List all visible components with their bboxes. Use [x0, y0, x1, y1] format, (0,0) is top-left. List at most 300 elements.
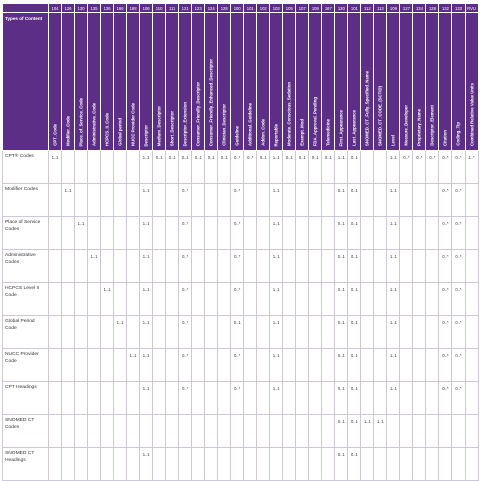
cardinality-cell [127, 316, 140, 349]
cardinality-cell [296, 184, 309, 217]
cardinality-cell [309, 184, 322, 217]
column-header [231, 13, 244, 151]
cardinality-cell [413, 283, 426, 316]
cardinality-cell [309, 250, 322, 283]
cardinality-cell [114, 217, 127, 250]
cardinality-cell [322, 184, 335, 217]
cardinality-cell: 1..1 [75, 217, 88, 250]
cardinality-cell [218, 283, 231, 316]
cardinality-cell [62, 217, 75, 250]
cardinality-cell: 0..1 [335, 217, 348, 250]
column-header [309, 13, 322, 151]
cardinality-cell [75, 382, 88, 415]
cardinality-cell [426, 448, 439, 481]
cardinality-cell [101, 316, 114, 349]
column-header-label: Medium_Descriptor [156, 105, 162, 146]
cardinality-cell [153, 415, 166, 448]
content-matrix [2, 3, 479, 481]
cardinality-cell [413, 184, 426, 217]
cardinality-cell: 0..* [179, 382, 192, 415]
cardinality-cell [283, 382, 296, 415]
cardinality-cell [127, 283, 140, 316]
cardinality-cell [465, 184, 478, 217]
cardinality-cell [270, 448, 283, 481]
column-number: 133 [452, 4, 465, 13]
cardinality-cell [413, 316, 426, 349]
column-number: 166 [114, 4, 127, 13]
cardinality-cell: 1..1 [140, 250, 153, 283]
cardinality-cell: 1..1 [335, 151, 348, 184]
column-header [439, 13, 452, 151]
cardinality-cell [452, 415, 465, 448]
column-header-label: FDA_Approval_Pending [312, 96, 318, 146]
column-header [283, 13, 296, 151]
cardinality-cell [179, 415, 192, 448]
cardinality-cell: 0..* [231, 217, 244, 250]
column-number: 132 [439, 4, 452, 13]
cardinality-cell [49, 415, 62, 448]
cardinality-cell [361, 316, 374, 349]
cardinality-cell [62, 250, 75, 283]
cardinality-cell [49, 349, 62, 382]
cardinality-cell [413, 448, 426, 481]
cardinality-cell [244, 184, 257, 217]
cardinality-cell: 1..1 [140, 184, 153, 217]
column-number: 102 [257, 4, 270, 13]
column-header-label: Descriptor [143, 124, 149, 146]
cardinality-cell [465, 283, 478, 316]
cardinality-cell [426, 283, 439, 316]
cardinality-cell: 1..* [465, 151, 478, 184]
row-label: Place of Service Codes [3, 217, 49, 250]
column-number: 134 [413, 4, 426, 13]
cardinality-cell: 0..1 [309, 151, 322, 184]
cardinality-cell [88, 283, 101, 316]
cardinality-cell [75, 250, 88, 283]
cardinality-cell: 0..1 [335, 316, 348, 349]
column-header [166, 13, 179, 151]
cardinality-cell: 1..1 [270, 382, 283, 415]
cardinality-cell [153, 217, 166, 250]
cardinality-cell: 1..1 [140, 349, 153, 382]
column-header [361, 13, 374, 151]
cardinality-cell: 0..* [452, 382, 465, 415]
column-header-label: Administrative_Code [91, 103, 97, 146]
cardinality-cell: 0..* [439, 184, 452, 217]
table-row [3, 184, 479, 217]
cardinality-cell [205, 316, 218, 349]
column-number: 101 [348, 4, 361, 13]
cardinality-cell [322, 349, 335, 382]
cardinality-cell: 1..1 [62, 184, 75, 217]
cardinality-cell: 1..1 [140, 151, 153, 184]
column-number: 104 [49, 4, 62, 13]
cardinality-cell [309, 217, 322, 250]
row-label: CPT® Codes [3, 151, 49, 184]
column-header [153, 13, 166, 151]
column-header [75, 13, 88, 151]
cardinality-cell [166, 283, 179, 316]
cardinality-cell: 1..1 [127, 349, 140, 382]
cardinality-cell: 1..1 [387, 349, 400, 382]
cardinality-cell [283, 415, 296, 448]
cardinality-cell [205, 415, 218, 448]
cardinality-cell [283, 316, 296, 349]
content-types-table [2, 3, 479, 481]
cardinality-cell [192, 349, 205, 382]
cardinality-cell: 0..1 [179, 151, 192, 184]
cardinality-cell: 1..1 [140, 217, 153, 250]
cardinality-cell [309, 316, 322, 349]
cardinality-cell [88, 217, 101, 250]
cardinality-cell [322, 316, 335, 349]
cardinality-cell [114, 382, 127, 415]
cardinality-cell [166, 217, 179, 250]
cardinality-cell [62, 415, 75, 448]
column-header [218, 13, 231, 151]
column-header-label: First_Appearance [338, 109, 344, 146]
cardinality-cell: 0..* [179, 250, 192, 283]
cardinality-cell [101, 349, 114, 382]
table-row [3, 349, 479, 382]
cardinality-cell [127, 382, 140, 415]
column-number: 128 [218, 4, 231, 13]
cardinality-cell [75, 283, 88, 316]
column-number: 126 [62, 4, 75, 13]
cardinality-cell [62, 151, 75, 184]
column-header-label: Level [390, 135, 396, 146]
cardinality-cell [218, 250, 231, 283]
cardinality-cell [127, 151, 140, 184]
column-number: 135 [88, 4, 101, 13]
cardinality-cell [205, 283, 218, 316]
cardinality-cell [244, 217, 257, 250]
row-label: SNOMED CT Headings [3, 448, 49, 481]
cardinality-cell [400, 217, 413, 250]
cardinality-cell [439, 415, 452, 448]
column-header-label: Additional_Guideline [247, 103, 253, 146]
cardinality-cell [75, 316, 88, 349]
cardinality-cell [49, 283, 62, 316]
cardinality-cell [283, 250, 296, 283]
cardinality-cell [257, 382, 270, 415]
cardinality-cell: 0..* [439, 151, 452, 184]
cardinality-cell [75, 448, 88, 481]
cardinality-cell [452, 448, 465, 481]
column-header-label: Clinician_Descriptor [221, 104, 227, 146]
cardinality-cell [361, 382, 374, 415]
cardinality-cell [75, 415, 88, 448]
cardinality-cell [192, 415, 205, 448]
column-number: 128 [426, 4, 439, 13]
cardinality-cell: 1..1 [140, 448, 153, 481]
cardinality-cell: 1..1 [140, 283, 153, 316]
column-header [192, 13, 205, 151]
cardinality-cell [218, 184, 231, 217]
cardinality-cell [179, 448, 192, 481]
cardinality-cell: 0..* [413, 151, 426, 184]
table-row [3, 316, 479, 349]
cardinality-cell [192, 283, 205, 316]
column-header [374, 13, 387, 151]
cardinality-cell: 0..* [439, 349, 452, 382]
column-header [127, 13, 140, 151]
column-header-label: NUCC Provider Code [130, 103, 136, 146]
cardinality-cell: 0..* [244, 151, 257, 184]
cardinality-cell [413, 415, 426, 448]
cardinality-cell [426, 316, 439, 349]
cardinality-cell [296, 217, 309, 250]
column-number: 110 [153, 4, 166, 13]
cardinality-cell [361, 448, 374, 481]
cardinality-cell [114, 349, 127, 382]
cardinality-cell: 0..* [452, 184, 465, 217]
column-header-label: Consumer_Friendly_Descriptor [195, 81, 201, 146]
column-header [49, 13, 62, 151]
cardinality-cell: 0..* [439, 250, 452, 283]
column-number: 130 [75, 4, 88, 13]
column-header [426, 13, 439, 151]
cardinality-cell [205, 349, 218, 382]
cardinality-cell: 1..1 [387, 184, 400, 217]
row-label: HCPCS Level II Code [3, 283, 49, 316]
cardinality-cell: 0..* [231, 283, 244, 316]
cardinality-cell [231, 448, 244, 481]
column-number: 112 [361, 4, 374, 13]
column-number: 107 [296, 4, 309, 13]
cardinality-cell [49, 316, 62, 349]
cardinality-cell: 1..1 [387, 151, 400, 184]
cardinality-cell [361, 184, 374, 217]
row-label: Administrative Codes [3, 250, 49, 283]
column-header-label: CPT_Code [52, 124, 58, 146]
cardinality-cell: 0..1 [296, 151, 309, 184]
cardinality-cell [283, 283, 296, 316]
cardinality-cell [205, 217, 218, 250]
cardinality-cell [205, 250, 218, 283]
cardinality-cell [114, 184, 127, 217]
cardinality-cell [374, 250, 387, 283]
cardinality-cell [400, 415, 413, 448]
cardinality-cell [49, 448, 62, 481]
cardinality-cell: 1..1 [387, 250, 400, 283]
cardinality-cell [88, 349, 101, 382]
column-header [270, 13, 283, 151]
column-number: 106 [140, 4, 153, 13]
cardinality-cell [465, 415, 478, 448]
cardinality-cell [413, 217, 426, 250]
cardinality-cell: 0..1 [348, 184, 361, 217]
column-number: 136 [101, 4, 114, 13]
cardinality-cell [192, 217, 205, 250]
cardinality-cell [114, 448, 127, 481]
cardinality-cell [322, 448, 335, 481]
cardinality-cell [465, 382, 478, 415]
cardinality-cell: 0..1 [335, 349, 348, 382]
cardinality-cell [322, 283, 335, 316]
column-header [413, 13, 426, 151]
cardinality-cell [114, 151, 127, 184]
cardinality-cell [62, 382, 75, 415]
cardinality-cell [244, 448, 257, 481]
column-number: 123 [192, 4, 205, 13]
cardinality-cell [231, 415, 244, 448]
column-header [179, 13, 192, 151]
cardinality-cell: 0..1 [192, 151, 205, 184]
corner-cell [3, 4, 49, 13]
cardinality-cell [244, 250, 257, 283]
cardinality-cell [322, 217, 335, 250]
cardinality-cell [296, 448, 309, 481]
table-row [3, 448, 479, 481]
cardinality-cell [127, 250, 140, 283]
column-header-label: Moderate_Conscious_Sedation [286, 82, 292, 146]
cardinality-cell [465, 349, 478, 382]
cardinality-cell: 0..* [179, 283, 192, 316]
cardinality-cell [153, 184, 166, 217]
cardinality-cell [465, 316, 478, 349]
cardinality-cell [166, 382, 179, 415]
cardinality-cell [400, 382, 413, 415]
cardinality-cell [244, 415, 257, 448]
column-number: 120 [335, 4, 348, 13]
table-row [3, 250, 479, 283]
cardinality-cell: 0..* [439, 217, 452, 250]
cardinality-cell [413, 349, 426, 382]
column-header [296, 13, 309, 151]
cardinality-cell [192, 316, 205, 349]
cardinality-cell [270, 415, 283, 448]
cardinality-cell [153, 283, 166, 316]
cardinality-cell [257, 217, 270, 250]
cardinality-cell: 1..1 [88, 250, 101, 283]
cardinality-cell [322, 415, 335, 448]
cardinality-cell [426, 184, 439, 217]
cardinality-cell [101, 217, 114, 250]
column-number: 103 [270, 4, 283, 13]
cardinality-cell [426, 349, 439, 382]
cardinality-cell: 0..1 [348, 448, 361, 481]
cardinality-cell [166, 448, 179, 481]
cardinality-cell: 1..1 [270, 316, 283, 349]
cardinality-cell: 0..* [452, 283, 465, 316]
cardinality-cell [244, 316, 257, 349]
cardinality-cell [322, 250, 335, 283]
column-header-label: Short_Descriptor [169, 110, 175, 146]
column-header-label: Exempt_Mod [299, 119, 305, 146]
column-header [62, 13, 75, 151]
cardinality-cell [374, 382, 387, 415]
cardinality-cell [192, 448, 205, 481]
column-header [244, 13, 257, 151]
cardinality-cell [49, 184, 62, 217]
cardinality-cell [114, 415, 127, 448]
cardinality-cell [257, 250, 270, 283]
cardinality-cell [101, 382, 114, 415]
cardinality-cell [387, 415, 400, 448]
cardinality-cell [465, 250, 478, 283]
cardinality-cell [62, 448, 75, 481]
cardinality-cell: 0..* [439, 316, 452, 349]
cardinality-cell [153, 250, 166, 283]
cardinality-cell: 1..1 [114, 316, 127, 349]
cardinality-cell [88, 184, 101, 217]
cardinality-cell [361, 349, 374, 382]
cardinality-cell [244, 283, 257, 316]
types-of-content-label: Types of Content [3, 13, 49, 151]
cardinality-cell [361, 217, 374, 250]
cardinality-cell [244, 349, 257, 382]
cardinality-cell [127, 448, 140, 481]
cardinality-cell [101, 184, 114, 217]
cardinality-cell [205, 184, 218, 217]
column-header-label: Coding_Tip [455, 122, 461, 146]
cardinality-cell [153, 349, 166, 382]
cardinality-cell [205, 382, 218, 415]
cardinality-cell [400, 349, 413, 382]
cardinality-cell [374, 151, 387, 184]
cardinality-cell [62, 283, 75, 316]
column-number: 167 [322, 4, 335, 13]
column-header [114, 13, 127, 151]
cardinality-cell: 0..* [400, 151, 413, 184]
column-header-label: Last_Appearance [351, 110, 357, 146]
cardinality-cell [309, 349, 322, 382]
row-label: SNOMED CT Codes [3, 415, 49, 448]
cardinality-cell [400, 184, 413, 217]
cardinality-cell: 0..* [179, 316, 192, 349]
cardinality-cell [361, 250, 374, 283]
cardinality-cell: 0..1 [335, 448, 348, 481]
cardinality-cell [400, 283, 413, 316]
cardinality-cell [374, 448, 387, 481]
cardinality-cell: 1..1 [387, 316, 400, 349]
cardinality-cell: 0..* [452, 217, 465, 250]
table-row [3, 151, 479, 184]
cardinality-cell: 0..1 [153, 151, 166, 184]
cardinality-cell: 0..* [452, 151, 465, 184]
cardinality-cell [218, 316, 231, 349]
cardinality-cell [166, 184, 179, 217]
cardinality-cell: 0..1 [348, 217, 361, 250]
row-label: Modifier Codes [3, 184, 49, 217]
cardinality-cell: 0..* [439, 283, 452, 316]
cardinality-cell [426, 250, 439, 283]
cardinality-cell: 0..* [231, 151, 244, 184]
cardinality-cell [166, 415, 179, 448]
cardinality-cell: 1..1 [140, 382, 153, 415]
cardinality-cell [426, 415, 439, 448]
cardinality-cell [309, 415, 322, 448]
column-number: 108 [309, 4, 322, 13]
cardinality-cell [192, 382, 205, 415]
cardinality-cell: 1..1 [374, 415, 387, 448]
column-header-label: Combined Relative Value Units [469, 82, 474, 146]
cardinality-cell [88, 151, 101, 184]
cardinality-cell [101, 151, 114, 184]
cardinality-cell: 0..1 [348, 283, 361, 316]
cardinality-cell [218, 448, 231, 481]
cardinality-cell [218, 415, 231, 448]
cardinality-cell: 0..1 [322, 151, 335, 184]
cardinality-cell [257, 448, 270, 481]
row-label: NUCC Provider Code [3, 349, 49, 382]
cardinality-cell [361, 151, 374, 184]
cardinality-cell [283, 349, 296, 382]
cardinality-cell [75, 151, 88, 184]
column-header [400, 13, 413, 151]
column-header [101, 13, 114, 151]
